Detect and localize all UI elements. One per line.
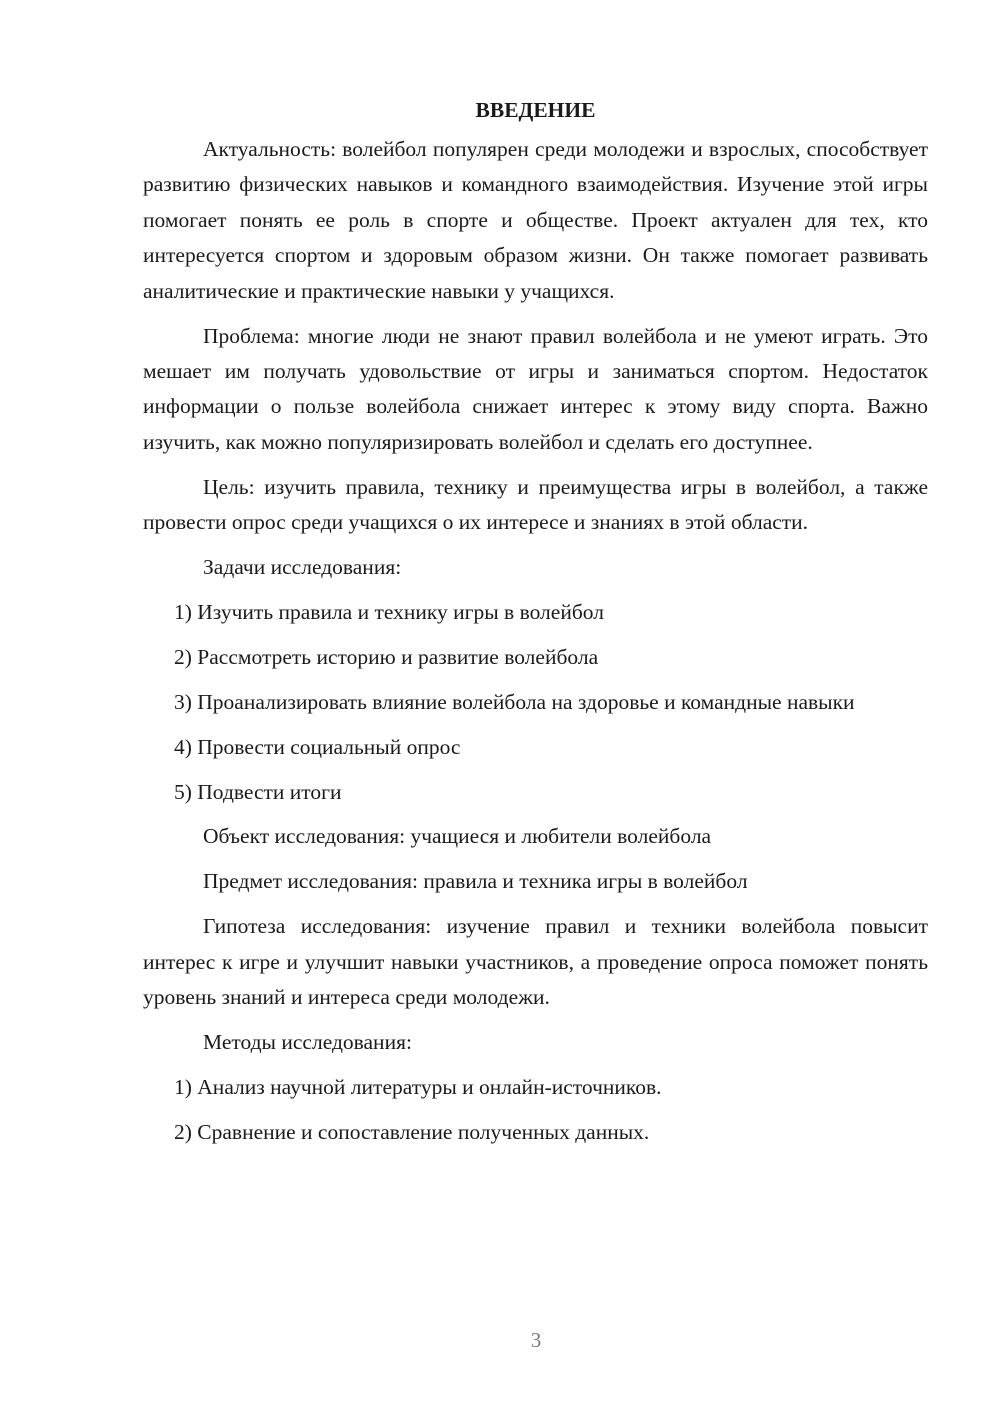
paragraph-subject: Предмет исследования: правила и техника игры в волейбол xyxy=(203,869,748,894)
task-item-5: 5) Подвести итоги xyxy=(174,779,342,804)
methods-heading: Методы исследования: xyxy=(203,1029,412,1054)
task-item-3: 3) Проанализировать влияние волейбола на здоровье и командные навыки xyxy=(174,689,855,714)
paragraph-problem: Проблема: многие люди не знают правил волейбола и не умеют играть. Это мешает им получать удовольствие от игры и заниматься спортом. Недостаток информации о пользе волейбола снижает интерес к этому виду спорта. Важно изучить, как можно популяризировать волейбол и сделать его доступнее. xyxy=(143,323,928,454)
task-item-4: 4) Провести социальный опрос xyxy=(174,734,461,759)
task-item-2: 2) Рассмотреть историю и развитие волейбола xyxy=(174,644,599,669)
paragraph-goal: Цель: изучить правила, технику и преимущества игры в волейбол, а также провести опрос среди учащихся о их интересе и знаниях в этой области. xyxy=(143,474,928,535)
paragraph-relevance: Актуальность: волейбол популярен среди молодежи и взрослых, способствует развитию физических навыков и командного взаимодействия. Изучение этой игры помогает понять ее роль в спорте и обществе. Проект актуален для тех, кто интересуется спортом и здоровым образом жизни. Он также помогает развивать аналитические и практические навыки у учащихся. xyxy=(143,137,928,303)
method-item-1: 1) Анализ научной литературы и онлайн-источников. xyxy=(174,1074,662,1099)
paragraph-object: Объект исследования: учащиеся и любители волейбола xyxy=(203,824,712,849)
paragraph-hypothesis: Гипотеза исследования: изучение правил и техники волейбола повысит интерес к игре и улучшит навыки участников, а проведение опроса поможет понять уровень знаний и интереса среди молодежи. xyxy=(143,914,928,1010)
task-item-1: 1) Изучить правила и технику игры в волейбол xyxy=(174,599,604,624)
page-number: 3 xyxy=(530,1328,542,1352)
document-page xyxy=(143,93,928,1160)
tasks-heading: Задачи исследования: xyxy=(203,554,402,579)
method-item-2: 2) Сравнение и сопоставление полученных данных. xyxy=(174,1119,650,1144)
section-title: ВВЕДЕНИЕ xyxy=(475,98,596,122)
